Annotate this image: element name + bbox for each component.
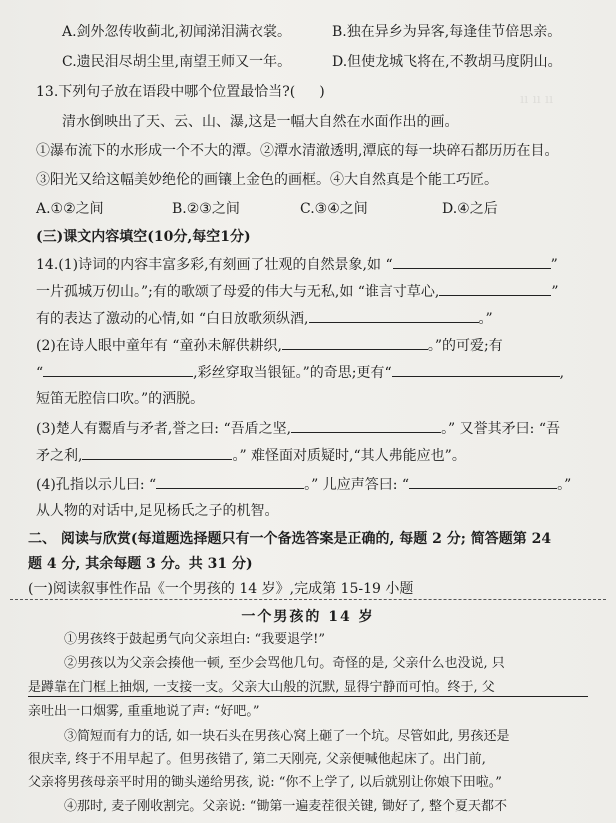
q14-line-6: 短笛无腔信口吹。”的洒脱。 (36, 391, 205, 407)
q14-7-text: (3)楚人有鬻盾与矛者,誉之曰: “吾盾之坚, (36, 421, 292, 437)
story-para-2-line-1: ②男孩以为父亲会揍他一顿, 至少会骂他几句。奇怪的是, 父亲什么也没说, 只 (64, 656, 505, 671)
q14-1-blank-2[interactable] (439, 281, 551, 296)
q14-3-text: 有的表达了激动的心情,如 “白日放歌须纵酒, (36, 311, 309, 327)
q14-1-quote: ” (550, 257, 558, 273)
q14-line-5 (36, 362, 564, 383)
q14-line-1 (36, 254, 558, 275)
story-para-3-line-1: ③简短而有力的话, 如一块石头在男孩心窝上砸了一个坑。尽管如此, 男孩还是 (64, 729, 510, 744)
part-2-title: 二、 阅读与欣赏(每道题选择题只有一个备选答案是正确的, 每题 2 分; 简答题第 24 (28, 531, 552, 547)
story-para-2-line-3: 亲吐出一口烟雾, 重重地说了声: “好吧。” (28, 704, 260, 719)
q13-passage-line-1: 清水倒映出了天、云、山、瀑,这是一幅大自然在水面作出的画。 (62, 114, 459, 130)
q14-9-text: (4)孔指以示儿曰: “ (36, 477, 157, 493)
q12-option-a[interactable]: A.剑外忽传收蓟北,初闻涕泪满衣裳。 (62, 24, 292, 40)
story-para-1: ①男孩终于鼓起勇气向父亲坦白: “我要退学!” (64, 632, 326, 647)
q13-passage-line-3: ③阳光又给这幅美妙绝伦的画镶上金色的画框。④大自然真是个能工巧匠。 (36, 172, 498, 188)
q12-option-b[interactable]: B.独在异乡为异客,每逢佳节倍思亲。 (332, 24, 562, 40)
bleed-through-text: ıı ıı ıı (520, 92, 554, 107)
highlight-underline (28, 696, 588, 697)
q14-2-blank-3[interactable] (392, 362, 560, 377)
q14-9-mid: 。” 儿应声答曰: “ (304, 477, 410, 493)
q13-stem-text: 13.下列句子放在语段中哪个位置最恰当?( (36, 84, 296, 100)
q14-1-text: 14.(1)诗词的内容丰富多彩,有刻画了壮观的自然景象,如 “ (36, 257, 393, 273)
q14-line-2 (36, 281, 559, 302)
q14-4-blank-2[interactable] (409, 474, 557, 489)
q14-3-blank-2[interactable] (82, 445, 232, 460)
story-para-3-line-2: 很庆幸, 终于不用早起了。但男孩错了, 第二天刚亮, 父亲便喊他起床了。出门前, (28, 752, 486, 767)
q14-line-4 (36, 335, 503, 356)
q14-5-comma: , (559, 365, 565, 381)
part-2-title-cont: 题 4 分, 其余每题 3 分。共 31 分) (28, 556, 253, 572)
q12-option-d[interactable]: D.但使龙城飞将在,不教胡马度阴山。 (332, 54, 562, 70)
q13-option-c[interactable]: C.③④之间 (300, 201, 368, 217)
section-3-title: (三)课文内容填空(10分,每空1分) (36, 229, 251, 245)
q13-option-d[interactable]: D.④之后 (442, 201, 498, 217)
q13-passage-line-2: ①瀑布流下的水形成一个不大的潭。②潭水清澈透明,潭底的每一块碎石都历历在目。 (36, 143, 559, 159)
q13-stem-close: ) (319, 84, 325, 100)
q13-option-a[interactable]: A.①②之间 (36, 201, 104, 217)
q14-5-mid: ,彩丝穿取当银钲。”的奇思;更有“ (193, 365, 392, 381)
q14-4-blank-1[interactable] (156, 474, 304, 489)
q14-3-blank-1[interactable] (291, 418, 441, 433)
reading-1-instruction: (一)阅读叙事性作品《一个男孩的 14 岁》,完成第 15-19 小题 (28, 581, 414, 597)
q14-2-blank-2[interactable] (43, 362, 193, 377)
q13-answer-slot[interactable] (295, 82, 319, 96)
q14-2-text: 一片孤城万仞山。”;有的歌颂了母爱的伟大与无私,如 “谁言寸草心, (36, 284, 440, 300)
q14-3-quote: 。” (478, 311, 493, 327)
q14-line-9 (36, 474, 571, 495)
q14-2-blank-1[interactable] (282, 335, 428, 350)
q14-1-blank-1[interactable] (393, 254, 551, 269)
q14-line-3 (36, 308, 493, 329)
q14-line-7 (36, 418, 560, 439)
q14-9-tail: 。” (557, 477, 572, 493)
q14-4-text: (2)在诗人眼中童年有 “童孙未解供耕织, (36, 338, 282, 354)
story-para-3-line-3: 父亲将男孩母亲平时用的锄头递给男孩, 说: “你不上学了, 以后就别让你娘下田啦。” (28, 775, 502, 790)
q12-option-c[interactable]: C.遗民泪尽胡尘里,南望王师又一年。 (62, 54, 292, 70)
q14-1-blank-3[interactable] (309, 308, 479, 323)
q14-line-8 (36, 445, 466, 466)
story-title: 一个男孩的 14 岁 (241, 609, 375, 625)
q14-8-tail: 。” 难怪面对质疑时,“其人弗能应也”。 (232, 448, 466, 464)
q14-8-text: 矛之利, (36, 448, 83, 464)
q14-2-quote: ” (551, 284, 559, 300)
q14-line-10: 从人物的对话中,足见杨氏之子的机智。 (36, 503, 279, 519)
story-para-4-line-1: ④那时, 麦子刚收割完。父亲说: “锄第一遍麦茬很关键, 锄好了, 整个夏天都不 (64, 799, 507, 814)
q13-stem (36, 82, 325, 102)
q14-7-tail: 。” 又誉其矛曰: “吾 (441, 421, 560, 437)
q13-option-b[interactable]: B.②③之间 (172, 201, 240, 217)
q14-5-open: “ (36, 365, 44, 381)
q14-4-tail: 。”的可爱;有 (427, 338, 503, 354)
story-para-2-line-2: 是蹲靠在门框上抽烟, 一支接一支。父亲大山般的沉默, 显得宁静而可怕。终于, 父 (28, 680, 495, 695)
reading-top-divider (10, 599, 606, 600)
